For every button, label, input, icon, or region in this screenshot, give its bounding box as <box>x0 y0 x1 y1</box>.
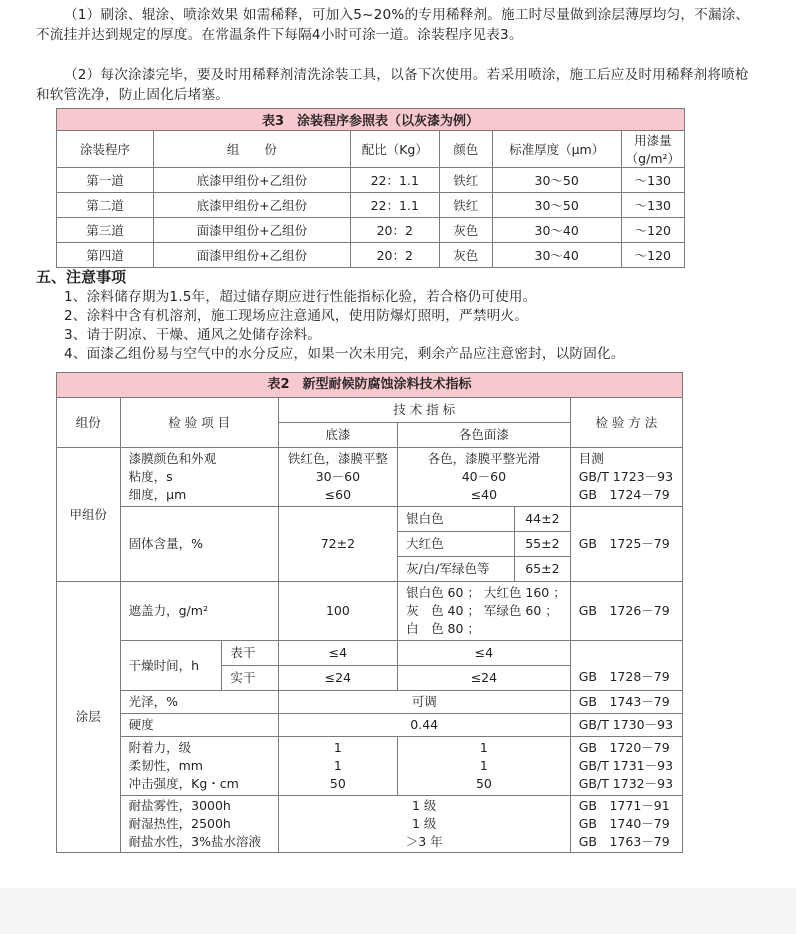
topcoat-value: ≤24 <box>398 666 571 691</box>
topcoat-value: 40－60 <box>461 469 507 484</box>
spec-value: 可调 <box>278 691 570 714</box>
spec-item-text: 冲击强度，Kg・cm <box>128 776 239 791</box>
table3-cell: 底漆甲组份+乙组份 <box>153 193 350 218</box>
color-value: 55±2 <box>515 532 570 557</box>
table3-cell: 底漆甲组份+乙组份 <box>153 168 350 193</box>
spec-item-text: 硬度 <box>120 714 278 737</box>
spec-item-text: 耐湿热性，2500h <box>128 816 231 831</box>
table3-cell: 第一道 <box>57 168 154 193</box>
method-cell <box>570 796 682 853</box>
primer-value-cell <box>278 737 397 796</box>
spec-item-text: 漆膜颜色和外观 <box>128 451 217 466</box>
intro-paragraph-2: （2）每次涂漆完毕，要及时用稀释剂清洗涂装工具，以备下次使用。若采用喷涂，施工后应及时用稀释剂将喷枪和软管洗净，防止固化后堵塞。 <box>36 67 749 103</box>
topcoat-value: ≤4 <box>398 641 571 666</box>
method-value: GB 1771－91 <box>578 798 670 813</box>
header-item: 检 验 项 目 <box>120 398 278 448</box>
spec-value: ＞3 年 <box>405 834 443 849</box>
table-row <box>57 218 685 243</box>
header-primer: 底漆 <box>278 423 397 448</box>
table2-title: 表2 新型耐候防腐蚀涂料技术指标 <box>57 373 683 398</box>
table-row <box>57 737 683 796</box>
method-value: GB/T 1723－93 <box>578 469 674 484</box>
table3-header-cell: 涂装程序 <box>57 131 154 168</box>
method-value: GB/T 1730－93 <box>570 714 682 737</box>
topcoat-value: 50 <box>475 776 492 791</box>
method-value: GB/T 1731－93 <box>578 758 674 773</box>
topcoat-value: 银白色 60 ； 大红色 160 ； <box>406 585 566 600</box>
spec-item-text: 耐盐雾性，3000h <box>128 798 231 813</box>
topcoat-value-cell <box>398 737 571 796</box>
method-value: GB/T 1732－93 <box>578 776 674 791</box>
table-row <box>57 243 685 268</box>
primer-value: ≤60 <box>324 487 352 502</box>
note-item: 2、涂料中含有机溶剂，施工现场应注意通风，使用防爆灯照明，严禁明火。 <box>64 308 529 324</box>
header-group: 组份 <box>57 398 121 448</box>
table3-cell: 30～50 <box>492 193 621 218</box>
method-value: GB 1724－79 <box>578 487 670 502</box>
table-row <box>57 714 683 737</box>
spec-item-cell <box>120 796 278 853</box>
table-technical-specs <box>56 372 683 853</box>
primer-value: 50 <box>329 776 346 791</box>
table3-cell: 铁红 <box>439 168 492 193</box>
primer-value: 72±2 <box>278 507 397 582</box>
table-row <box>57 641 683 666</box>
table-row <box>57 507 683 582</box>
table3-cell: 22：1.1 <box>350 168 439 193</box>
spec-subitem-text: 实干 <box>222 666 278 691</box>
topcoat-value: 1 <box>479 740 488 755</box>
note-item: 4、面漆乙组份易与空气中的水分反应，如果一次未用完，剩余产品应注意密封，以防固化。 <box>64 346 625 362</box>
spec-item-text: 遮盖力，g/m² <box>120 582 278 641</box>
primer-value: ≤4 <box>278 641 397 666</box>
table3-header-cell: 配比（Kg） <box>350 131 439 168</box>
page-footer-band <box>0 888 796 934</box>
topcoat-value: 白 色 80 ； <box>406 621 480 636</box>
color-value: 44±2 <box>515 507 570 532</box>
table-row <box>57 691 683 714</box>
table3-cell: 30～50 <box>492 168 621 193</box>
primer-value: 铁红色，漆膜平整 <box>287 451 388 466</box>
method-cell <box>570 737 682 796</box>
section-heading-notes: 五、注意事项 <box>36 268 127 286</box>
method-value: 目测 <box>578 451 604 466</box>
method-value: GB 1740－79 <box>578 816 670 831</box>
table3-cell: 灰色 <box>439 243 492 268</box>
table-row <box>57 168 685 193</box>
table3-cell: ～120 <box>621 218 684 243</box>
topcoat-value: 1 <box>479 758 488 773</box>
table-coating-procedure <box>56 108 685 268</box>
intro-paragraph-1: （1）刷涂、辊涂、喷涂效果 如需稀释，可加入5~20%的专用稀释剂。施工时尽量做到涂层薄厚均匀，不漏涂、不流挂并达到规定的厚度。在常温条件下每隔4小时可涂一道。涂装程序见表3。 <box>36 7 750 43</box>
color-value: 65±2 <box>525 561 560 576</box>
method-value: GB 1720－79 <box>578 740 670 755</box>
header-topcoat: 各色面漆 <box>398 423 571 448</box>
primer-value: 1 <box>333 740 342 755</box>
method-cell <box>570 448 682 507</box>
group-b-label: 涂层 <box>57 582 121 853</box>
method-value: GB 1763－79 <box>578 834 670 849</box>
spec-item-text: 细度，μm <box>128 487 187 502</box>
table3-header-cell: 组 份 <box>153 131 350 168</box>
table3-cell: 铁红 <box>439 193 492 218</box>
table3-cell: ～130 <box>621 168 684 193</box>
topcoat-value-cell <box>398 448 571 507</box>
solid-content-subtable <box>398 507 570 581</box>
spec-value: 1 级 <box>411 816 437 831</box>
table3-cell: 第二道 <box>57 193 154 218</box>
header-spec: 技 术 指 标 <box>278 398 570 423</box>
table-row <box>57 448 683 507</box>
spec-subitem-text: 表干 <box>222 641 278 666</box>
spec-value: 0.44 <box>278 714 570 737</box>
table3-header-cell: 标准厚度（μm） <box>492 131 621 168</box>
color-name: 大红色 <box>398 532 515 557</box>
spec-item-cell <box>120 737 278 796</box>
table-row <box>57 193 685 218</box>
table3-cell: ～120 <box>621 243 684 268</box>
topcoat-value-cell <box>398 582 571 641</box>
note-item: 3、请于阴凉、干燥、通风之处储存涂料。 <box>64 327 322 343</box>
spec-item-text: 粘度，s <box>128 469 173 484</box>
table3-cell: 20：2 <box>350 243 439 268</box>
table3-header-cell: 颜色 <box>439 131 492 168</box>
table3-cell: 22：1.1 <box>350 193 439 218</box>
group-a-label: 甲组份 <box>57 448 121 582</box>
note-item: 1、涂料储存期为1.5年，超过储存期应进行性能指标化验，若合格仍可使用。 <box>64 289 537 305</box>
spec-item-text: 光泽，% <box>120 691 278 714</box>
color-name: 灰/白/军绿色等 <box>398 557 515 582</box>
spec-value-cell <box>278 796 570 853</box>
method-value: GB 1726－79 <box>570 582 682 641</box>
topcoat-value: 灰 色 40 ； 军绿色 60 ； <box>406 603 558 618</box>
header-method: 检 验 方 法 <box>570 398 682 448</box>
primer-value-cell <box>278 448 397 507</box>
spec-item-text: 耐盐水性，3%盐水溶液 <box>128 834 261 849</box>
table3-cell: 第三道 <box>57 218 154 243</box>
table3-title: 表3 涂装程序参照表（以灰漆为例） <box>57 109 685 131</box>
table3-header-cell: 用漆量（g/m²） <box>621 131 684 168</box>
table3-cell: ～130 <box>621 193 684 218</box>
spec-item-text: 柔韧性，mm <box>128 758 203 773</box>
primer-value: 100 <box>278 582 397 641</box>
topcoat-value: ≤40 <box>470 487 498 502</box>
table3-cell: 面漆甲组份+乙组份 <box>153 218 350 243</box>
spec-value: 1 级 <box>411 798 437 813</box>
table3-cell: 30～40 <box>492 218 621 243</box>
solid-content-subtable-cell <box>398 507 571 582</box>
table3-cell: 面漆甲组份+乙组份 <box>153 243 350 268</box>
method-value: GB 1743－79 <box>570 691 682 714</box>
table-row <box>57 796 683 853</box>
table3-cell: 20：2 <box>350 218 439 243</box>
spec-item-cell <box>120 448 278 507</box>
topcoat-value: 各色，漆膜平整光滑 <box>427 451 541 466</box>
table3-cell: 灰色 <box>439 218 492 243</box>
spec-item-text: 固体含量，% <box>120 507 278 582</box>
method-value: GB 1725－79 <box>570 507 682 582</box>
table-row <box>57 582 683 641</box>
primer-value: 30－60 <box>315 469 361 484</box>
color-name: 银白色 <box>398 507 515 532</box>
method-value: GB 1728－79 <box>570 641 682 691</box>
spec-item-text: 附着力，级 <box>128 740 192 755</box>
table3-cell: 第四道 <box>57 243 154 268</box>
spec-item-text: 干燥时间，h <box>120 641 222 691</box>
primer-value: ≤24 <box>278 666 397 691</box>
primer-value: 1 <box>333 758 342 773</box>
table3-cell: 30～40 <box>492 243 621 268</box>
